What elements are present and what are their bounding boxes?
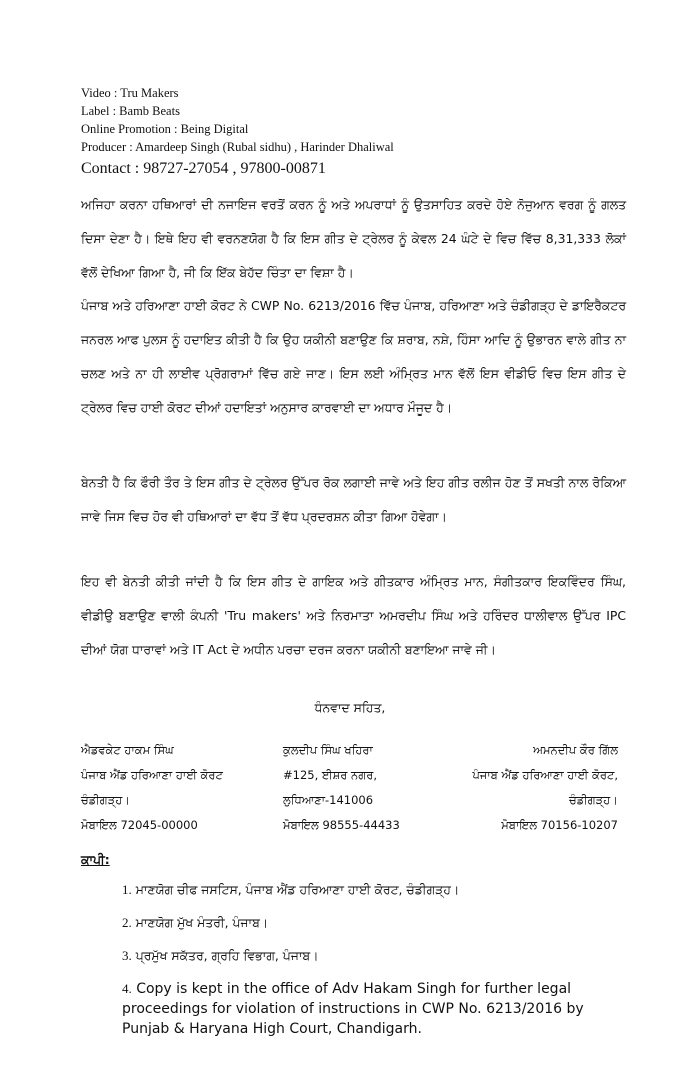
copy-item-number: 2. bbox=[122, 915, 132, 930]
signatory-name: ਐਡਵਕੇਟ ਹਾਕਮ ਸਿੰਘ bbox=[81, 743, 174, 757]
copy-item-text: ਮਾਣਯੋਗ ਮੁੱਖ ਮੰਤਰੀ, ਪੰਜਾਬ। bbox=[135, 915, 269, 930]
signatory-phone: ਮੋਬਾਇਲ 98555-44433 bbox=[283, 818, 400, 832]
copy-item-number: 1. bbox=[122, 882, 132, 897]
signatory-city: ਚੰਡੀਗੜ੍ਹ। bbox=[568, 793, 618, 807]
signatory-city: ਲੁਧਿਆਣਾ-141006 bbox=[283, 793, 374, 807]
copy-item-text: Copy is kept in the office of Adv Hakam Singh for further legal proceedings for violation of instructions in CWP No. 6213/2016 by Punjab & Haryana High Court, Chandigarh. bbox=[122, 981, 584, 1037]
copy-item-number: 4. bbox=[122, 981, 132, 996]
copy-item-text: ਪ੍ਰਮੁੱਖ ਸਕੱਤਰ, ਗ੍ਰਹਿ ਵਿਭਾਗ, ਪੰਜਾਬ। bbox=[135, 948, 319, 963]
copy-item-text: ਮਾਣਯੋਗ ਚੀਫ ਜਸਟਿਸ, ਪੰਜਾਬ ਐਂਡ ਹਰਿਆਣਾ ਹਾਈ ਕੋਰਟ, ਚੰਡੀਗੜ੍ਹ। bbox=[135, 882, 460, 897]
signatory-3 bbox=[472, 738, 618, 838]
paragraph-1: ਅਜਿਹਾ ਕਰਨਾ ਹਥਿਆਰਾਂ ਦੀ ਨਜਾਇਜ ਵਰਤੋਂ ਕਰਨ ਨੂੰ ਅਤੇ ਅਪਰਾਧਾਂ ਨੂੰ ਉਤਸਾਹਿਤ ਕਰਦੇ ਹੋਏ ਨੋਜੁਆਨ ਵਰਗ ਨੂੰ ਗਲਤ ਦਿਸਾ ਦੇਣਾ ਹੈ। ਇਥੇ ਇਹ ਵੀ ਵਰਨਣਯੋਗ ਹੈ ਕਿ ਇਸ ਗੀਤ ਦੇ ਟ੍ਰੇਲਰ ਨੂੰ ਕੇਵਲ 24 ਘੰਟੇ ਦੇ ਵਿਚ ਵਿੱਚ 8,31,333 ਲੋਕਾਂ ਵੱਲੋਂ ਦੇਖਿਆ ਗਿਆ ਹੈ, ਜੀ ਕਿ ਇੱਕ ਬੇਹੱਦ ਚਿੰਤਾ ਦਾ ਵਿਸ਼ਾ ਹੈ। bbox=[81, 197, 626, 280]
copy-item bbox=[122, 979, 622, 1039]
signatory-2 bbox=[283, 738, 400, 838]
signatory-phone: ਮੋਬਾਇਲ 72045-00000 bbox=[81, 818, 198, 832]
signatory-address: ਪੰਜਾਬ ਐਂਡ ਹਰਿਆਣਾ ਹਾਈ ਕੋਰਟ, bbox=[472, 768, 618, 782]
signatory-city: ਚੰਡੀਗੜ੍ਹ। bbox=[81, 793, 131, 807]
closing-thanks: ਧੰਨਵਾਦ ਸਹਿਤ, bbox=[314, 700, 386, 715]
copy-item bbox=[122, 913, 622, 933]
copy-list bbox=[122, 880, 622, 1052]
signatory-address: ਪੰਜਾਬ ਐਂਡ ਹਰਿਆਣਾ ਹਾਈ ਕੋਰਟ bbox=[81, 768, 223, 782]
copy-item bbox=[122, 946, 622, 966]
label-credit: Label : Bamb Beats bbox=[81, 104, 180, 118]
signatory-phone: ਮੋਬਾਇਲ 70156-10207 bbox=[501, 818, 618, 832]
signatory-name: ਕੁਲਦੀਪ ਸਿੰਘ ਖਹਿਰਾ bbox=[283, 743, 373, 757]
promotion-credit: Online Promotion : Being Digital bbox=[81, 122, 249, 136]
paragraph-4: ਇਹ ਵੀ ਬੇਨਤੀ ਕੀਤੀ ਜਾਂਦੀ ਹੈ ਕਿ ਇਸ ਗੀਤ ਦੇ ਗਾਇਕ ਅਤੇ ਗੀਤਕਾਰ ਅੰਮ੍ਰਿਤ ਮਾਨ, ਸੰਗੀਤਕਾਰ ਇਕਵਿੰਦਰ ਸਿੰਘ, ਵੀਡੀਉ ਬਣਾਉਣ ਵਾਲੀ ਕੰਪਨੀ 'Tru makers' ਅਤੇ ਨਿਰਮਾਤਾ ਅਮਰਦੀਪ ਸਿੰਘ ਅਤੇ ਹਰਿੰਦਰ ਧਾਲੀਵਾਲ ਉੱਪਰ IPC ਦੀਆਂ ਯੋਗ ਧਾਰਾਵਾਂ ਅਤੇ IT Act ਦੇ ਅਧੀਨ ਪਰਚਾ ਦਰਜ ਕਰਨਾ ਯਕੀਨੀ ਬਣਾਇਆ ਜਾਵੇ ਜੀ। bbox=[81, 574, 626, 657]
video-credit: Video : Tru Makers bbox=[81, 86, 179, 100]
copy-heading: ਕਾਪੀ: bbox=[81, 852, 110, 867]
paragraph-2: ਪੰਜਾਬ ਅਤੇ ਹਰਿਆਣਾ ਹਾਈ ਕੋਰਟ ਨੇ CWP No. 6213/2016 ਵਿੱਚ ਪੰਜਾਬ, ਹਰਿਆਣਾ ਅਤੇ ਚੰਡੀਗੜ੍ਹ ਦੇ ਡਾਇਰੈਕਟਰ ਜਨਰਲ ਆਫ ਪੁਲਸ ਨੂੰ ਹਦਾਇਤ ਕੀਤੀ ਹੈ ਕਿ ਉਹ ਯਕੀਨੀ ਬਣਾਉਣ ਕਿ ਸ਼ਰਾਬ, ਨਸ਼ੇ, ਹਿੰਸਾ ਆਦਿ ਨੂੰ ਉਭਾਰਨ ਵਾਲੇ ਗੀਤ ਨਾ ਚਲਣ ਅਤੇ ਨਾ ਹੀ ਲਾਈਵ ਪ੍ਰੋਗਰਾਮਾਂ ਵਿੱਚ ਗਏ ਜਾਣ। ਇਸ ਲਈ ਅੰਮ੍ਰਿਤ ਮਾਨ ਵੱਲੋਂ ਇਸ ਵੀਡੀਓ ਵਿਚ ਇਸ ਗੀਤ ਦੇ ਟ੍ਰੇਲਰ ਵਿਚ ਹਾਈ ਕੋਰਟ ਦੀਆਂ ਹਦਾਇਤਾਂ ਅਨੁਸਾਰ ਕਾਰਵਾਈ ਦਾ ਅਧਾਰ ਮੌਜੂਦ ਹੈ। bbox=[81, 298, 626, 415]
paragraph-3: ਬੇਨਤੀ ਹੈ ਕਿ ਫੌਰੀ ਤੌਰ ਤੇ ਇਸ ਗੀਤ ਦੇ ਟ੍ਰੇਲਰ ਉੱਪਰ ਰੋਕ ਲਗਾਈ ਜਾਵੇ ਅਤੇ ਇਹ ਗੀਤ ਰਲੀਜ ਹੋਣ ਤੋਂ ਸਖਤੀ ਨਾਲ ਰੋਕਿਆ ਜਾਵੇ ਜਿਸ ਵਿਚ ਹੋਰ ਵੀ ਹਥਿਆਰਾਂ ਦਾ ਵੱਧ ਤੋਂ ਵੱਧ ਪ੍ਰਦਰਸ਼ਨ ਕੀਤਾ ਗਿਆ ਹੋਵੇਗਾ। bbox=[81, 475, 626, 524]
signatory-1 bbox=[81, 738, 223, 838]
credits-header bbox=[81, 84, 641, 180]
copy-item-number: 3. bbox=[122, 948, 132, 963]
signatory-name: ਅਮਨਦੀਪ ਕੌਰ ਗਿੱਲ bbox=[533, 743, 618, 757]
contact-line: Contact : 98727-27054 , 97800-00871 bbox=[81, 160, 326, 177]
signatory-address: #125, ਈਸ਼ਰ ਨਗਰ, bbox=[283, 768, 377, 782]
copy-item bbox=[122, 880, 622, 900]
producer-credit: Producer : Amardeep Singh (Rubal sidhu) , Harinder Dhaliwal bbox=[81, 140, 394, 154]
